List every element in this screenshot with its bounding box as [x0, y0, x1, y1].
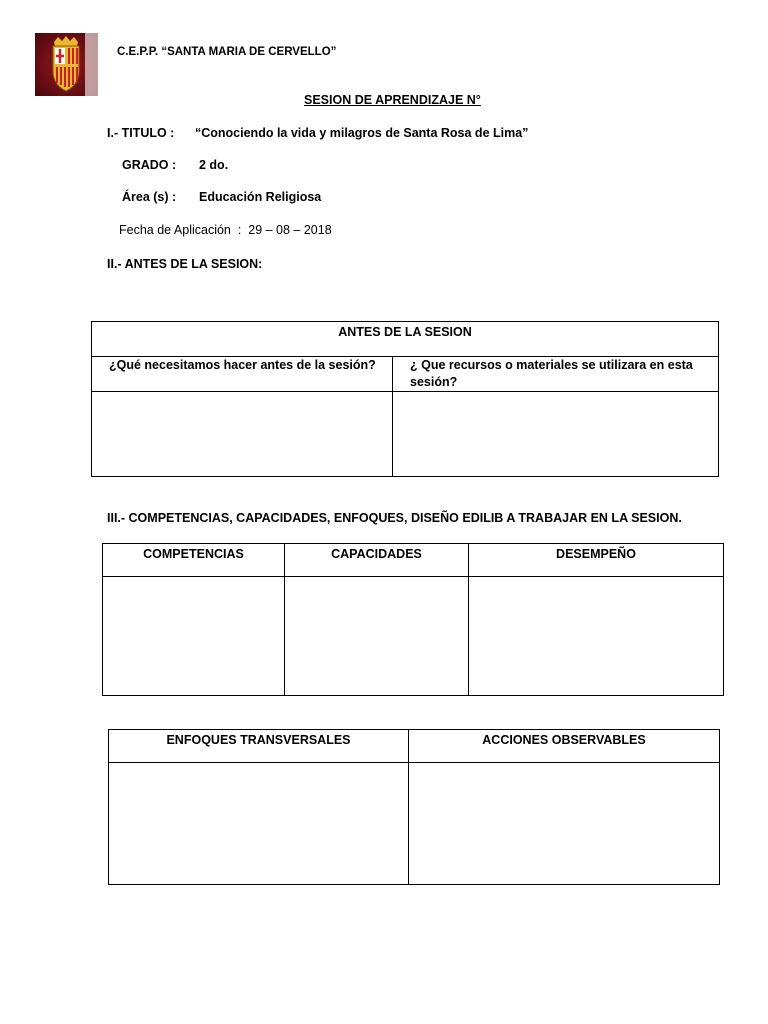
titulo-label: I.- TITULO :: [107, 126, 175, 140]
antes-col1-header: ¿Qué necesitamos hacer antes de la sesión?: [92, 357, 393, 392]
school-name: C.E.P.P. “SANTA MARIA DE CERVELLO”: [117, 46, 337, 58]
acciones-header: ACCIONES OBSERVABLES: [409, 730, 720, 763]
capacidades-cell[interactable]: [285, 577, 469, 696]
area-value: Educación Religiosa: [199, 190, 322, 204]
fecha-aplicacion: Fecha de Aplicación : 29 – 08 – 2018: [119, 223, 332, 237]
area-label: Área (s) :: [122, 190, 177, 204]
antes-sesion-table: [91, 321, 719, 477]
enfoques-cell[interactable]: [109, 763, 409, 885]
antes-col1-cell[interactable]: [92, 392, 393, 477]
capacidades-header: CAPACIDADES: [285, 544, 469, 577]
antes-table-title: ANTES DE LA SESION: [92, 322, 719, 357]
section2-heading: II.- ANTES DE LA SESION:: [107, 257, 263, 271]
antes-col2-header: ¿ Que recursos o materiales se utilizara en esta sesión?: [393, 357, 719, 392]
desempeno-header: DESEMPEÑO: [469, 544, 724, 577]
competencias-cell[interactable]: [103, 577, 285, 696]
grado-value: 2 do.: [199, 158, 229, 172]
section3-heading: III.- COMPETENCIAS, CAPACIDADES, ENFOQUES, DISEÑO EDILIB A TRABAJAR EN LA SESION.: [107, 511, 682, 525]
antes-col2-cell[interactable]: [393, 392, 719, 477]
acciones-cell[interactable]: [409, 763, 720, 885]
desempeno-cell[interactable]: [469, 577, 724, 696]
competencias-header: COMPETENCIAS: [103, 544, 285, 577]
enfoques-header: ENFOQUES TRANSVERSALES: [109, 730, 409, 763]
titulo-value: “Conociendo la vida y milagros de Santa Rosa de Lima”: [195, 126, 529, 140]
enfoques-table: [108, 729, 720, 885]
school-logo: [35, 33, 98, 96]
page-title: SESION DE APRENDIZAJE N°: [304, 93, 481, 107]
competencias-table: [102, 543, 724, 696]
grado-label: GRADO :: [122, 158, 177, 172]
